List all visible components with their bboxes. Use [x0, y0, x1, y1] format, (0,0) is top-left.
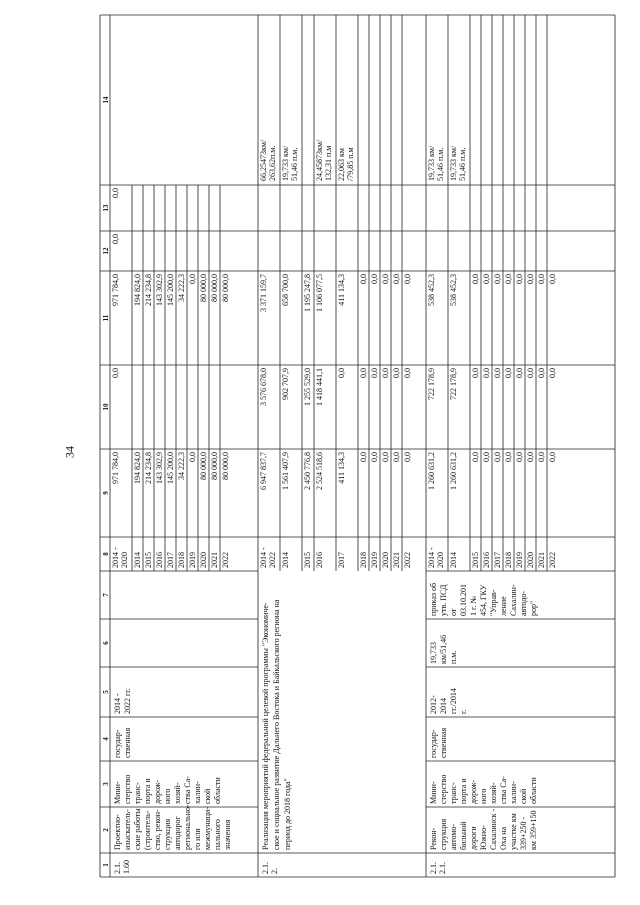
total-cell: 411 134,3	[337, 452, 346, 484]
regional-cell: 80 000,0	[221, 274, 230, 302]
capacity-cell: 19,733 км/51,46 п.м.	[449, 145, 467, 181]
regional-cell: 1 195 247,8	[303, 274, 312, 312]
total-cell: 80 000,0	[199, 452, 208, 480]
regional-cell: 0,0	[526, 274, 535, 284]
regional-cell: 0,0	[188, 274, 197, 284]
executor: Мини-стерствотранс-порта идорож-ногохозяй-ства Са-халин-скойобласти	[429, 774, 538, 804]
regional-cell: 0,0	[370, 274, 379, 284]
regional-cell: 0,0	[548, 274, 557, 284]
regional-cell: 0,0	[493, 274, 502, 284]
regional-cell: 0,0	[403, 274, 412, 284]
federal-cell: 0,0	[537, 368, 546, 378]
total-cell: 6 947 837,7	[259, 452, 268, 490]
federal-cell: 0,0	[548, 368, 557, 378]
year-cell: 2014 -2020	[427, 547, 445, 568]
capacity: 19,733км/51,46п.м.	[429, 634, 458, 664]
federal-cell: 0,0	[493, 368, 502, 378]
regional-cell: 0,0	[515, 274, 524, 284]
regional-cell: 1 106 077,5	[315, 274, 324, 312]
total-cell: 214 234,8	[144, 452, 153, 484]
funding-source: государ-ственная	[429, 727, 448, 758]
year-cell: 2017	[337, 552, 346, 568]
regional-cell: 194 824,0	[133, 274, 142, 306]
total-cell: 1 260 631,2	[427, 452, 436, 490]
year-cell: 2016	[315, 552, 324, 568]
total-cell: 80 000,0	[221, 452, 230, 480]
document-ref: приказ обутв. ПСДот03.10.2011 г. №454, ГКУ"Управ-лениеСахалин-автодо-рор"	[429, 582, 538, 616]
year-cell: 2014	[449, 552, 458, 568]
year-cell: 2022	[403, 552, 412, 568]
year-cell: 2018	[359, 552, 368, 568]
total-cell: 0,0	[537, 452, 546, 462]
year-cell: 2019	[515, 552, 524, 568]
federal-cell: 0,0	[526, 368, 535, 378]
year-cell: 2020	[381, 552, 390, 568]
regional-cell: 0,0	[537, 274, 546, 284]
total-cell: 0,0	[493, 452, 502, 462]
year-cell: 2021	[537, 552, 546, 568]
header-number: 8	[102, 552, 110, 556]
total-cell: 0,0	[392, 452, 401, 462]
regional-cell: 411 134,3	[337, 274, 346, 306]
total-cell: 0,0	[359, 452, 368, 462]
total-cell: 0,0	[370, 452, 379, 462]
row-number: 2.1.2.	[261, 862, 279, 874]
year-cell: 2016	[482, 552, 491, 568]
federal-cell: 0,0	[403, 368, 412, 378]
federal-cell: 0,0	[482, 368, 491, 378]
federal-cell: 722 178,9	[427, 368, 436, 400]
header-number: 9	[102, 491, 110, 495]
year-cell: 2021	[392, 552, 401, 568]
measure-name: Рекон-струкцияавтомо-бильнойдорогиЮжно-Сахалинск -Оха научастке км339+250 -км 359+150	[429, 808, 538, 850]
total-cell: 194 824,0	[133, 452, 142, 484]
regional-cell: 0,0	[381, 274, 390, 284]
total-cell: 1 260 631,2	[449, 452, 458, 490]
header-number: 14	[102, 96, 110, 104]
table-grid	[100, 15, 615, 877]
header-number: 12	[102, 247, 110, 255]
capacity-cell: 19,733 км/51,46 п.м.	[281, 145, 299, 181]
total-cell: 971 784,0	[111, 452, 120, 484]
year-cell: 2019	[370, 552, 379, 568]
regional-cell: 214 234,8	[144, 274, 153, 306]
total-cell: 2 524 518,6	[315, 452, 324, 490]
total-cell: 0,0	[403, 452, 412, 462]
header-number: 2	[102, 828, 110, 832]
year-cell: 2017	[493, 552, 502, 568]
capacity-cell: 24,45873км/132,31 п.м	[315, 139, 333, 181]
federal-cell: 0,0	[471, 368, 480, 378]
total-cell: 0,0	[526, 452, 535, 462]
total-cell: 0,0	[471, 452, 480, 462]
total-cell: 145 200,0	[166, 452, 175, 484]
total-cell: 80 000,0	[210, 452, 219, 480]
header-number: 10	[102, 403, 110, 411]
regional-cell: 0,0	[482, 274, 491, 284]
regional-cell: 658 700,0	[281, 274, 290, 306]
header-number: 5	[102, 690, 110, 694]
federal-cell: 0,0	[111, 368, 120, 378]
regional-cell: 143 302,9	[155, 274, 164, 306]
row-number: 2.1.2.1.	[429, 862, 447, 874]
header-number: 6	[102, 641, 110, 645]
header-number: 13	[102, 204, 110, 212]
regional-cell: 0,0	[504, 274, 513, 284]
capacity-cell: 19,733 км/51,46 п.м.	[427, 145, 445, 181]
local-cell: 0,0	[111, 234, 120, 244]
year-cell: 2022	[548, 552, 557, 568]
regional-cell: 538 452,3	[427, 274, 436, 306]
regional-cell: 80 000,0	[210, 274, 219, 302]
regional-cell: 80 000,0	[199, 274, 208, 302]
page-number: 34	[62, 446, 77, 458]
regional-cell: 538 452,3	[449, 274, 458, 306]
federal-cell: 0,0	[381, 368, 390, 378]
regional-cell: 0,0	[471, 274, 480, 284]
federal-cell: 722 178,9	[449, 368, 458, 400]
year-cell: 2015	[303, 552, 312, 568]
year-cell: 2018	[177, 552, 186, 568]
year-cell: 2015	[471, 552, 480, 568]
row-number: 2.1.1.60	[113, 860, 131, 874]
total-cell: 0,0	[482, 452, 491, 462]
total-cell: 0,0	[515, 452, 524, 462]
year-cell: 2022	[221, 552, 230, 568]
federal-cell: 0,0	[392, 368, 401, 378]
header-number: 11	[102, 314, 110, 322]
total-cell: 1 561 407,9	[281, 452, 290, 490]
year-cell: 2014 -2020	[111, 547, 129, 568]
regional-cell: 3 371 159,7	[259, 274, 268, 312]
capacity-cell: 66,25473км/263,62п.м.	[259, 139, 277, 181]
regional-cell: 0,0	[359, 274, 368, 284]
total-cell: 0,0	[381, 452, 390, 462]
total-cell: 0,0	[548, 452, 557, 462]
federal-cell: 0,0	[337, 368, 346, 378]
total-cell: 34 222,3	[177, 452, 186, 480]
federal-cell: 1 255 529,0	[303, 368, 312, 406]
year-cell: 2019	[188, 552, 197, 568]
year-cell: 2014	[281, 552, 290, 568]
federal-cell: 1 418 441,1	[315, 368, 324, 406]
header-number: 7	[102, 593, 110, 597]
measure-name: Проектно-изыскатель-ские работы(строитель-ство, рекон-струкцияавтодорогрегионально-го илимежмуници-пальногозначения	[113, 804, 232, 850]
federal-cell: 0,0	[504, 368, 513, 378]
year-cell: 2014	[133, 552, 142, 568]
header-number: 1	[102, 863, 110, 867]
federal-cell: 3 576 678,0	[259, 368, 268, 406]
federal-cell: 902 707,9	[281, 368, 290, 400]
period: 2012-2014гг./2014г.	[429, 688, 468, 714]
year-cell: 2020	[199, 552, 208, 568]
funding-source: государ-ственная	[113, 727, 132, 758]
period: 2014 -2022 гг.	[113, 688, 132, 714]
capacity-cell: 22,063 км/79,85 п.м	[337, 147, 355, 181]
program-title: Реализация мероприятий федеральной целевой программы "Экономиче- ское и социальное развитие Дальнего Востока и Байкальского региона на период до 2018 года"	[261, 599, 292, 850]
federal-cell: 0,0	[515, 368, 524, 378]
regional-cell: 0,0	[392, 274, 401, 284]
year-cell: 2015	[144, 552, 153, 568]
regional-cell: 34 222,3	[177, 274, 186, 302]
year-cell: 2016	[155, 552, 164, 568]
federal-cell: 0,0	[359, 368, 368, 378]
total-cell: 0,0	[188, 452, 197, 462]
year-cell: 2018	[504, 552, 513, 568]
year-cell: 2021	[210, 552, 219, 568]
total-cell: 143 302,9	[155, 452, 164, 484]
executor: Мини-стерствотранс-порта идорож-ногохозяй-ства Са-халин-скойобласти	[113, 774, 222, 804]
other-cell: 0,0	[111, 188, 120, 198]
header-number: 4	[102, 737, 110, 741]
total-cell: 0,0	[504, 452, 513, 462]
year-cell: 2020	[526, 552, 535, 568]
regional-cell: 971 784,0	[111, 274, 120, 306]
total-cell: 2 450 776,8	[303, 452, 312, 490]
year-cell: 2017	[166, 552, 175, 568]
federal-cell: 0,0	[370, 368, 379, 378]
header-number: 3	[102, 782, 110, 786]
year-cell: 2014 -2022	[259, 547, 277, 568]
regional-cell: 145 200,0	[166, 274, 175, 306]
